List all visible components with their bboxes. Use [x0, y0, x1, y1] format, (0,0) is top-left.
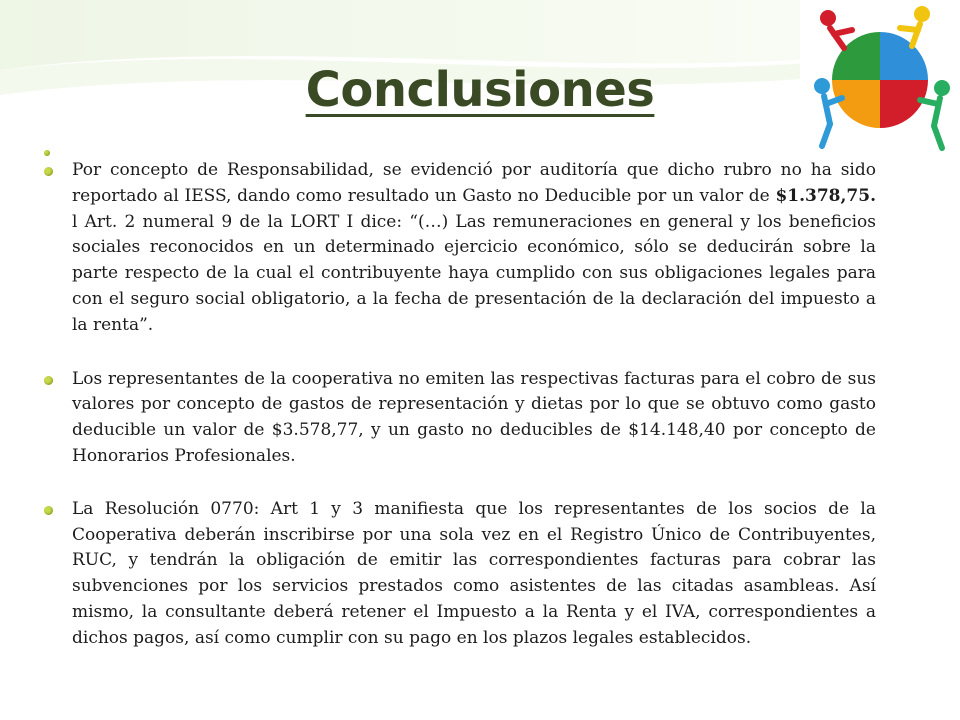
- slide-title: Conclusiones: [305, 62, 655, 118]
- bullet-text: La Resolución 0770: Art 1 y 3 manifiesta que los representantes de los socios de la Cooperativa deberán inscribirse por una sola vez en el Registro Único de Contribuyentes, RUC, y tendrán la obligación de emitir las correspondientes facturas para cobrar las subvenciones por los servicios prestados como asistentes de las citadas asambleas. Así mismo, la consultante deberá retener el Impuesto a la Renta y el IVA, correspondientes a dichos pagos, así como cumplir con su pago en los plazos legales establecidos.: [72, 498, 876, 648]
- bullet-text: Por concepto de Responsabilidad, se evidenció por auditoría que dicho rubro no ha sido reportado al IESS, dando como resultado un Gasto no Deducible por un valor de $1.378,75. l Art. 2 numeral 9 de la LORT I dice: “(…) Las remuneraciones en general y los beneficios sociales reconocidos en un determinado ejercicio económico, sólo se deducirán sobre la parte respecto de la cual el contribuyente haya cumplido con sus obligaciones legales para con el seguro social obligatorio, a la fecha de presentación de la declaración del impuesto a la renta”.: [72, 160, 876, 335]
- list-item: [44, 367, 876, 470]
- bullet-text: Los representantes de la cooperativa no emiten las respectivas facturas para el cobro de sus valores por concepto de gastos de representación y dietas por lo que se obtuvo como gasto deducible un valor de $3.578,77, y un gasto no deducibles de $14.148,40 por concepto de Honorarios Profesionales.: [72, 368, 876, 466]
- list-item: [44, 158, 876, 339]
- bullet-icon: [44, 167, 53, 176]
- bullet-icon: [44, 506, 53, 515]
- bullet-icon: [44, 150, 50, 156]
- list-item: [44, 138, 876, 158]
- amount-bold: $1.378,75.: [775, 185, 876, 206]
- bullet-list: [44, 138, 876, 652]
- bullet-icon: [44, 376, 53, 385]
- puzzle-team-icon: [800, 0, 960, 160]
- list-item: [44, 497, 876, 652]
